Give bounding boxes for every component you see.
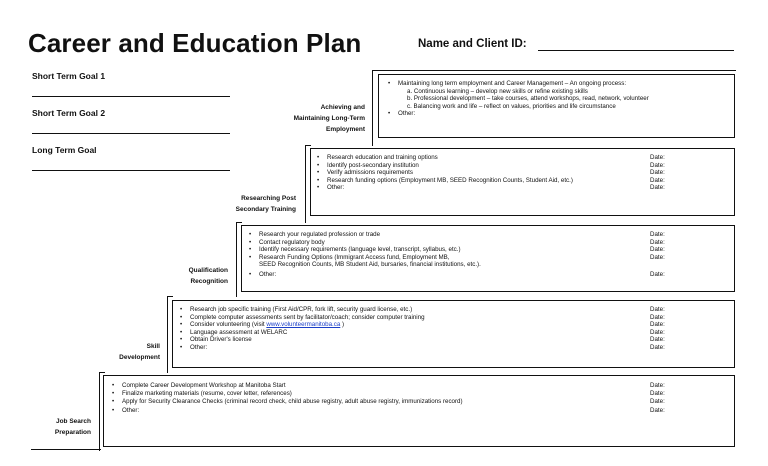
date-label: Date: bbox=[650, 382, 665, 389]
qualification-box bbox=[241, 225, 735, 292]
short-term-goal-2-field[interactable] bbox=[32, 133, 230, 134]
list-item: • Other: Date: bbox=[249, 270, 665, 278]
date-label: Date: bbox=[650, 336, 665, 344]
short-term-goal-1-label: Short Term Goal 1 bbox=[32, 71, 106, 81]
list-item: • Consider volunteering (visit www.volunteermanitoba.ca ) Date: bbox=[180, 321, 665, 329]
page-title: Career and Education Plan bbox=[28, 28, 362, 58]
date-label: Date: bbox=[650, 313, 665, 321]
date-label: Date: bbox=[650, 321, 665, 329]
date-label: Date: bbox=[650, 169, 665, 177]
job-search-box bbox=[103, 375, 735, 447]
date-label: Date: bbox=[650, 306, 665, 313]
stair-base bbox=[31, 449, 101, 450]
list-item: • Maintaining long term employment and Career Management – An ongoing process: bbox=[388, 80, 627, 87]
sub-item: b. Professional development – take courses, attend workshops, read, network, volunteer bbox=[407, 95, 649, 103]
long-term-goal-label: Long Term Goal bbox=[32, 145, 97, 155]
volunteer-link[interactable]: www.volunteermanitoba.ca bbox=[266, 321, 341, 329]
date-label: Date: bbox=[650, 238, 665, 246]
list-item: • Other: Date: bbox=[180, 343, 665, 351]
list-item: • Other: bbox=[388, 110, 416, 118]
short-term-goal-1-field[interactable] bbox=[32, 96, 230, 97]
list-item: • Verify admissions requirements Date: bbox=[317, 169, 665, 177]
stair-top bbox=[372, 70, 736, 71]
date-label: Date: bbox=[650, 253, 665, 261]
step-label-researching: Researching Post Secondary Training bbox=[235, 195, 296, 213]
skill-box bbox=[172, 300, 735, 368]
short-term-goal-2-label: Short Term Goal 2 bbox=[32, 108, 106, 118]
sub-item: c. Balancing work and life – reflect on values, priorities and life circumstance bbox=[407, 102, 616, 110]
list-item: • Contact regulatory body Date: bbox=[249, 238, 665, 246]
client-id-label: Name and Client ID: bbox=[418, 38, 527, 50]
step-label-job-search: Job Search Preparation bbox=[54, 418, 91, 436]
date-label: Date: bbox=[650, 154, 665, 161]
step-label-qualification: Qualification Recognition bbox=[188, 267, 228, 285]
date-label: Date: bbox=[650, 231, 665, 238]
list-item: • Apply for Security Clearance Checks (criminal record check, child abuse registry, adult abuse registry, immunizations record) Date: bbox=[112, 398, 665, 406]
step-label-achieving: Achieving and Maintaining Long-Term Employment bbox=[293, 104, 365, 133]
sub-item: a. Continuous learning – develop new skills or refine existing skills bbox=[407, 87, 588, 95]
list-item: • Complete Career Development Workshop at Manitoba Start Date: bbox=[112, 382, 665, 389]
list-item: • Obtain Driver's license Date: bbox=[180, 336, 665, 344]
date-label: Date: bbox=[650, 184, 665, 192]
date-label: Date: bbox=[650, 406, 665, 414]
list-item: • Finalize marketing materials (resume, cover letter, references) Date: bbox=[112, 390, 665, 398]
list-item: • Language assessment at WELARC Date: bbox=[180, 328, 665, 336]
date-label: Date: bbox=[650, 343, 665, 351]
date-label: Date: bbox=[650, 176, 665, 184]
list-item: • Research your regulated profession or trade Date: bbox=[249, 231, 665, 238]
list-item: • Research funding options (Employment MB, SEED Recognition Counts, Student Aid, etc.) Date: bbox=[317, 176, 665, 184]
list-item: • Research Funding Options (Immigrant Access fund, Employment MB, Date: bbox=[249, 253, 665, 261]
date-label: Date: bbox=[650, 161, 665, 169]
date-label: Date: bbox=[650, 398, 665, 406]
date-label: Date: bbox=[650, 328, 665, 336]
list-item: • Research job specific training (First Aid/CPR, fork lift, security guard license, etc.) Date: bbox=[180, 306, 665, 313]
list-item-continuation: SEED Recognition Counts, MB Student Aid, bursaries, financial institutions, etc.). bbox=[259, 261, 481, 269]
client-id-field[interactable] bbox=[538, 50, 734, 51]
achieving-box bbox=[378, 74, 735, 138]
list-item: • Complete computer assessments sent by facilitator/coach; consider computer training Date: bbox=[180, 313, 665, 321]
list-item: • Research education and training options Date: bbox=[317, 154, 665, 161]
step-label-skill: Skill Development bbox=[119, 343, 160, 361]
list-item: • Identify post-secondary institution Date: bbox=[317, 161, 665, 169]
date-label: Date: bbox=[650, 270, 665, 278]
list-item: • Other: Date: bbox=[112, 406, 665, 414]
list-item: • Other: Date: bbox=[317, 184, 665, 192]
date-label: Date: bbox=[650, 246, 665, 254]
researching-box bbox=[310, 148, 735, 216]
date-label: Date: bbox=[650, 390, 665, 398]
list-item: • Identify necessary requirements (language level, transcript, syllabus, etc.) Date: bbox=[249, 246, 665, 254]
long-term-goal-field[interactable] bbox=[32, 170, 230, 171]
